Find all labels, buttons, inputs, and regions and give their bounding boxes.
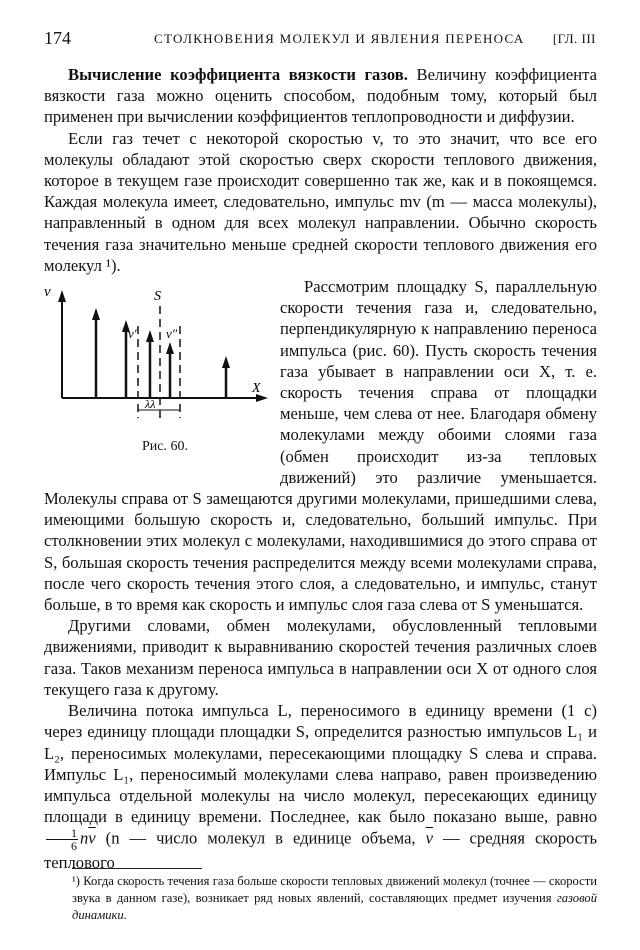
- paragraph-3: [44, 276, 597, 615]
- section-title: Вычисление коэффициента вязкости газов.: [68, 65, 408, 84]
- paragraph-5-end: (n — число молекул в единице объема,: [105, 828, 416, 848]
- figure-caption: Рис. 60.: [142, 439, 188, 455]
- chapter-label: [ГЛ. III: [552, 31, 596, 46]
- velocity-arrow-4-head: [166, 342, 174, 354]
- fraction-one-sixth: [46, 827, 78, 852]
- footnote-text: Когда скорость течения газа больше скорости тепловых движений молекул (точнее — скорости звука в данном газе), возникает ряд новых явлений, составляющих предмет изучения: [72, 874, 597, 905]
- label-x: X: [252, 381, 261, 397]
- velocity-arrow-1-head: [92, 308, 100, 320]
- footnote-italic: газовой динамики.: [72, 891, 597, 922]
- running-title: СТОЛКНОВЕНИЯ МОЛЕКУЛ И ЯВЛЕНИЯ ПЕРЕНОСА: [154, 31, 525, 46]
- paragraph-4: Другими словами, обмен молекулами, обусловленный тепловыми движениями, приводит к выравниванию скоростей течения различных слоев газа. Таков механизм переноса импульса в направлении оси X от одного слоя текущего газа к другому.: [44, 616, 597, 699]
- label-lambda: λλ: [145, 397, 156, 412]
- symbol-n: n: [80, 828, 89, 848]
- label-v: v: [44, 284, 51, 301]
- label-s: S: [154, 289, 161, 305]
- footnote-rule: [72, 868, 202, 869]
- label-v-prime: v′: [128, 326, 137, 342]
- paragraph-1-text: Величину коэффициента вязкости газа можно оценить способом, подобным тому, который был применен при вычислении коэффициентов теплопроводности и диффузии.: [44, 65, 597, 127]
- velocity-arrow-3-head: [146, 330, 154, 342]
- footnote: [72, 873, 597, 924]
- fraction-numerator: 1: [46, 827, 78, 840]
- paragraph-5: [44, 700, 597, 873]
- paragraph-2: Если газ течет с некоторой скоростью v, то это значит, что все его молекулы обладают этой скоростью сверх скорости теплового движения, которое в текущем газе происходит совершенно так же, как и в покоящемся. Каждая молекула имеет, следовательно, импульс mv (m — масса молекулы), направленный в одном для всех молекул направлении. Обычно скорость течения газа значительно меньше средней скорости теплового движения его молекул ¹).: [44, 128, 597, 275]
- page-header: [44, 28, 596, 52]
- page-number: 174: [44, 28, 71, 48]
- footnote-marker: ¹): [72, 874, 80, 888]
- paragraph-5-start: Величина потока импульса L, переносимого в единицу времени (1 с) через единицу площади площадки S, определится разностью импульсов L₁ и L₂, переносимых молекулами, пересекающими площадку S слева и справа. Импульс L₁, переносимый молекулами слева направо, равен произведению импульса отдельной молекулы на число молекул, пересекающих единицу площади в единицу времени. Последнее, как было показано выше, равно: [44, 701, 597, 827]
- paragraph-3-text: Рассмотрим площадку S, параллельную скорости течения газа и, следовательно, перпендикулярную к направлению переноса импульса (рис. 60). Пусть скорость течения газа убывает в направлении оси X, т. е. скорость течения справа от площадки меньше, чем слева от нее. Благодаря обмену молекулами между обоими слоями газа (обмен происходит из-за тепловых движений) это различие уменьшается. Молекулы справа от S замещаются другими молекулами, пришедшими слева, имеющими большую скорость и, следовательно, больший импульс. При столкновении этих молекул с молекулами, находившимися до этого справа от S, большая скорость течения распределится между всеми молекулами справа, после чего скорость течения этого слоя, а следовательно, и импульс, станут больше, в то время как скорость и импульс слоя газа слева от S уменьшатся.: [44, 277, 597, 615]
- paragraph-5-tail: — средняя скорость теплового: [44, 828, 598, 873]
- fraction-denominator: 6: [71, 839, 77, 854]
- symbol-v-bar-2: $\overline{v}$: [425, 828, 433, 848]
- symbol-v-bar: $\overline{v}$: [88, 828, 96, 848]
- figure-60: [38, 278, 272, 478]
- paragraph-1: [44, 64, 597, 128]
- label-v-double-prime: v″: [166, 326, 178, 342]
- velocity-arrow-5-head: [222, 356, 230, 368]
- y-axis-arrow: [58, 290, 66, 302]
- body-text: [44, 64, 597, 874]
